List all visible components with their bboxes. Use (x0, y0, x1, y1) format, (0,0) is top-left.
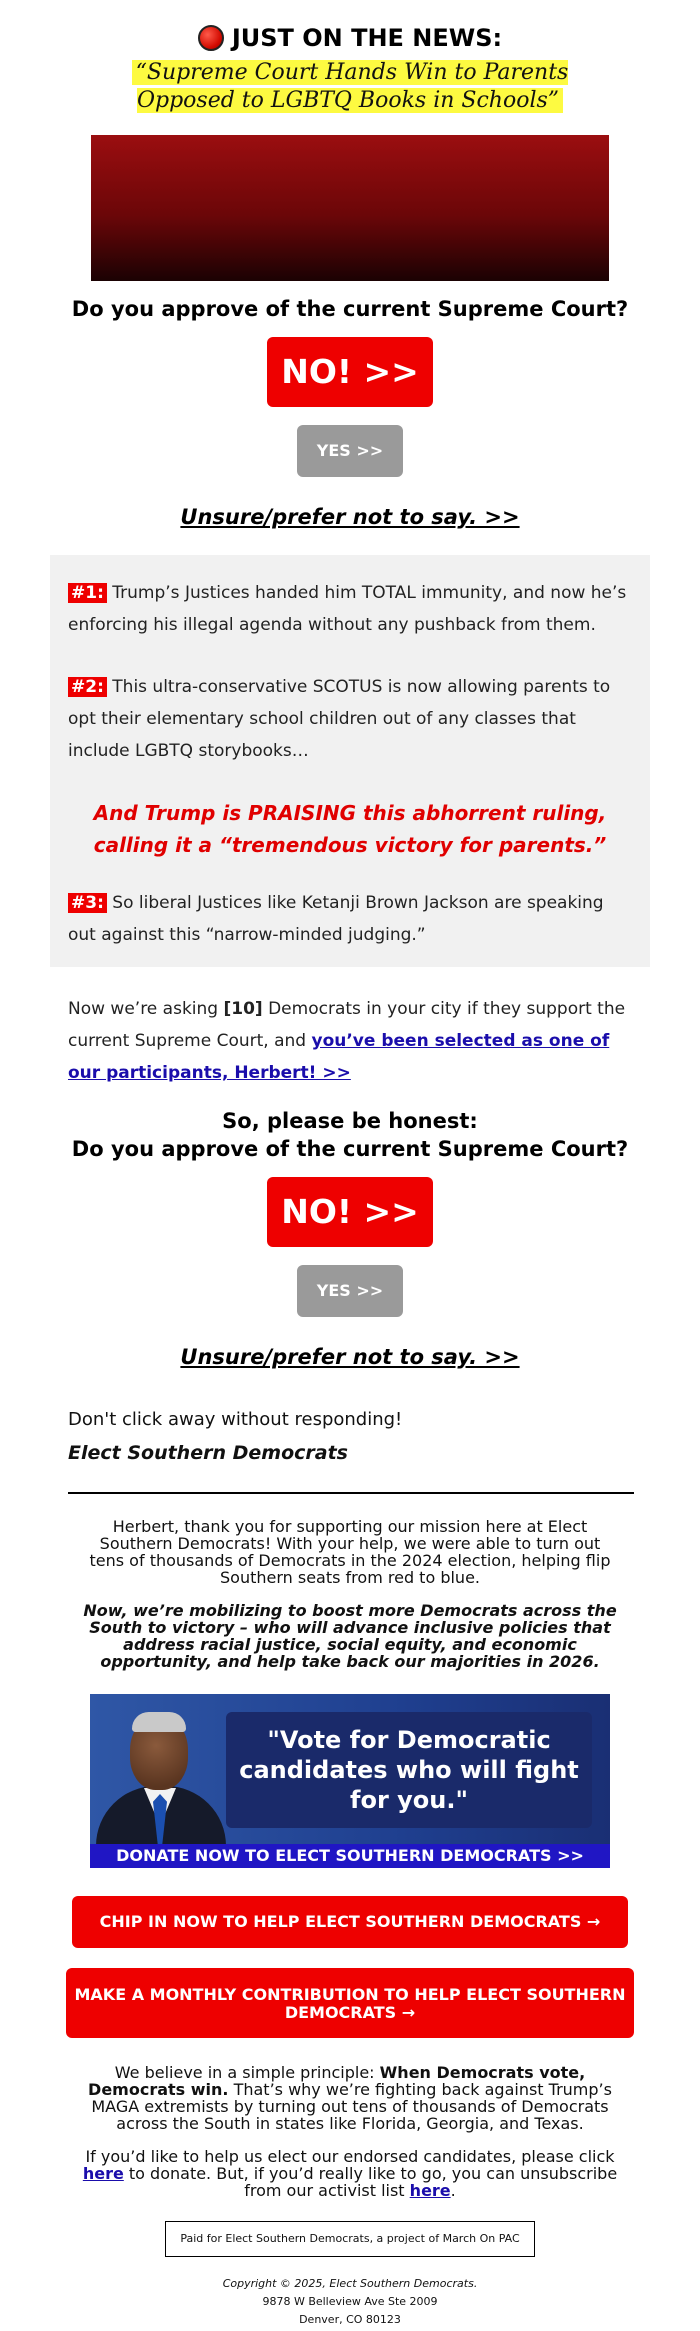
donate-end: . (450, 2181, 456, 2200)
principle-prefix: We believe in a simple principle: (114, 2063, 380, 2082)
no-button[interactable]: NO! >> (267, 337, 433, 407)
fact-tag: #3: (68, 893, 107, 913)
header-subtitle (80, 59, 620, 115)
unsubscribe-link[interactable]: here (409, 2181, 451, 2200)
poll2-intro: So, please be honest: (222, 1109, 478, 1133)
banner-donate-bar[interactable]: DONATE NOW TO ELECT SOUTHERN DEMOCRATS >> (90, 1844, 610, 1868)
obama-photo (90, 1694, 240, 1844)
signoff (68, 1409, 700, 1464)
ask-middle: Democrats in your city if they support the current Supreme Court, and (68, 999, 626, 1051)
facts-box (50, 555, 650, 967)
fact-text: Trump’s Justices handed him TOTAL immunity, and now he’s enforcing his illegal agenda without any pushback from them. (68, 583, 627, 635)
red-quote: And Trump is PRAISING this abhorrent ruling, calling it a “tremendous victory for parents.” (93, 801, 607, 857)
chip-in-button[interactable]: CHIP IN NOW TO HELP ELECT SOUTHERN DEMOCRATS → (72, 1896, 628, 1948)
fact-tag: #1: (68, 583, 107, 603)
news-header (0, 0, 700, 115)
dont-click-text: Don't click away without responding! (68, 1409, 403, 1430)
donate-unsubscribe-text (80, 2148, 620, 2199)
header-subtitle-text: “Supreme Court Hands Win to Parents Opposed to LGBTQ Books in Schools” (132, 60, 569, 113)
fact-item (68, 671, 632, 767)
header-title-text: JUST ON THE NEWS: (231, 24, 503, 52)
donate-middle: to donate. But, if you’d really like to go, you can unsubscribe from our activist list (123, 2164, 618, 2200)
yes-button-2[interactable]: YES >> (297, 1265, 403, 1317)
unsure-link-2[interactable]: Unsure/prefer not to say. >> (180, 1345, 520, 1369)
copyright-block (0, 2275, 700, 2329)
donate-prefix: If you’d like to help us elect our endorsed candidates, please click (85, 2147, 615, 2166)
divider (68, 1492, 634, 1494)
yes-button[interactable]: YES >> (297, 425, 403, 477)
address-line-1: 9878 W Belleview Ave Ste 2009 (262, 2295, 438, 2308)
poll2-question: Do you approve of the current Supreme Court? (71, 1137, 629, 1161)
signature: Elect Southern Democrats (68, 1442, 348, 1464)
fact-text: So liberal Justices like Ketanji Brown Jackson are speaking out against this “narrow-minded judging.” (68, 893, 604, 945)
unsure-link[interactable]: Unsure/prefer not to say. >> (180, 505, 520, 529)
address-line-2: Denver, CO 80123 (299, 2313, 401, 2326)
ask-count: [10] (223, 999, 263, 1019)
fact-item (68, 577, 632, 641)
donate-here-link[interactable]: here (82, 2164, 124, 2183)
red-circle-icon (198, 25, 224, 51)
monthly-contribution-button[interactable]: MAKE A MONTHLY CONTRIBUTION TO HELP ELECT SOUTHERN DEMOCRATS → (66, 1968, 634, 2038)
ask-paragraph (68, 993, 638, 1089)
principle-text (80, 2064, 620, 2132)
ask-prefix: Now we’re asking (68, 999, 224, 1019)
participant-link[interactable]: you’ve been selected as one of our participants, Herbert! >> (68, 1031, 610, 1083)
banner-quote: "Vote for Democratic candidates who will fight for you." (226, 1712, 592, 1828)
no-button-2[interactable]: NO! >> (267, 1177, 433, 1247)
principle-bold: When Democrats vote, Democrats win. (88, 2063, 586, 2099)
paid-for-box: Paid for Elect Southern Democrats, a project of March On PAC (165, 2221, 535, 2257)
fact-text: This ultra-conservative SCOTUS is now allowing parents to opt their elementary school children out of any classes that include LGBTQ storybooks… (68, 677, 611, 761)
mobilizing-text: Now, we’re mobilizing to boost more Democrats across the South to victory – who will advance inclusive policies that address racial justice, social equity, and economic opportunity, and help take back our majorities in 2026. (83, 1601, 617, 1671)
poll-question: Do you approve of the current Supreme Court? (71, 297, 629, 321)
justices-image[interactable] (91, 135, 609, 281)
copyright: Copyright © 2025, Elect Southern Democrats. (222, 2277, 478, 2290)
thanks-text: Herbert, thank you for supporting our mission here at Elect Southern Democrats! With your help, we were able to turn out tens of thousands of Democrats in the 2024 election, helping flip Southern seats from red to blue. (89, 1517, 611, 1587)
fact-item (68, 887, 632, 951)
donate-banner[interactable] (90, 1694, 610, 1868)
header-title (198, 24, 502, 52)
principle-rest: That’s why we’re fighting back against Trump’s MAGA extremists by turning out tens of thousands of Democrats across the South in states like Florida, Georgia, and Texas. (91, 2080, 612, 2133)
fact-tag: #2: (68, 677, 107, 697)
